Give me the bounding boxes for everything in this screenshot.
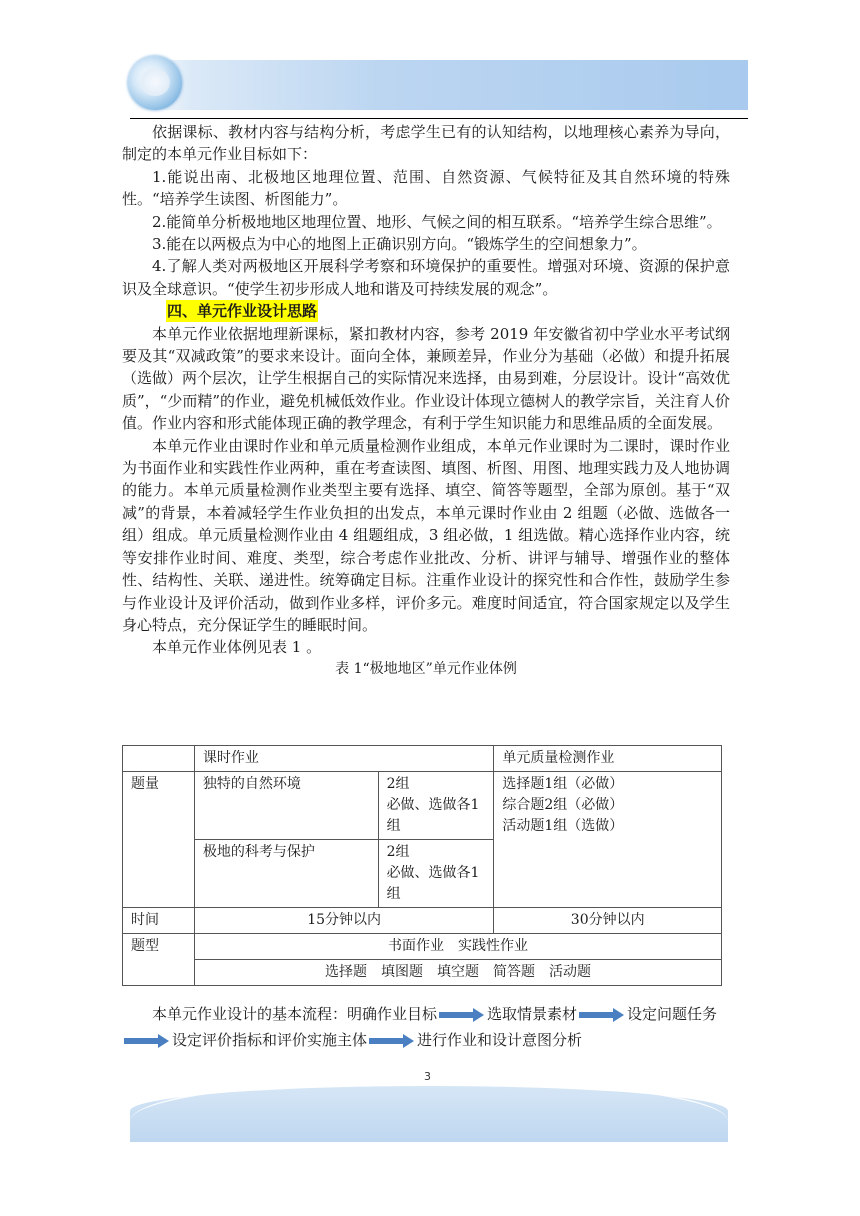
right-arrow-icon	[579, 1007, 625, 1023]
flow-step: 选取情景素材	[487, 1005, 578, 1023]
unit-item: 选择题1组（必做）	[502, 776, 624, 792]
table-row	[123, 772, 722, 840]
globe-land-shape	[140, 68, 170, 96]
lesson-count	[378, 840, 494, 908]
lesson-count-value: 2组	[386, 776, 410, 792]
table-cell	[123, 746, 195, 772]
type-line: 书面作业 实践性作业	[194, 934, 721, 960]
lesson-count-note: 必做、选做各1组	[386, 797, 480, 834]
footer-curve	[130, 1078, 728, 1121]
table-row	[123, 934, 722, 960]
header-rule	[130, 118, 748, 119]
table-header-unit: 单元质量检测作业	[494, 746, 722, 772]
page-number: 3	[424, 1070, 431, 1083]
lesson-name: 独特的自然环境	[194, 772, 378, 840]
flow-step: 设定评价指标和评价实施主体	[172, 1031, 368, 1049]
unit-items	[494, 772, 722, 908]
lesson-count-note: 必做、选做各1组	[386, 865, 480, 902]
lesson-time: 15分钟以内	[194, 908, 493, 934]
objective-2: 2.能简单分析极地地区地理位置、地形、气候之间的相互联系。“培养学生综合思维”。	[152, 212, 722, 231]
table-caption: 表 1“极地地区”单元作业体例	[335, 660, 517, 677]
header-band	[130, 60, 748, 110]
paragraph: 本单元作业体例见表 1 。	[152, 638, 322, 657]
table-row-label: 题量	[123, 772, 195, 908]
table-row	[123, 746, 722, 772]
paragraph: 本单元作业依据地理新课标，紧扣教材内容，参考 2019 年安徽省初中学业水平考试纲要及其“双减政策”的要求来设计。面向全体，兼顾差异，作业分为基础（必做）和提升拓展（选做）两个层次，让学生根据自己的实际情况来选择，由易到难，分层设计。设计“高效优质”，“少而精”的作业，避免机械低效作业。作业设计体现立德树人的教学宗旨，关注育人价值。作业内容和形式能体现正确的教学理念，有利于学生知识能力和思维品质的全面发展。	[122, 324, 731, 433]
type-line: 选择题 填图题 填空题 简答题 活动题	[194, 960, 721, 986]
document-body	[122, 121, 730, 679]
section-heading: 四、单元作业设计思路	[167, 302, 318, 321]
unit-time: 30分钟以内	[494, 908, 722, 934]
right-arrow-icon	[369, 1033, 415, 1049]
objective-1: 1.能说出南、北极地区地理位置、范围、自然资源、气候特征及其自然环境的特殊性。“培养学生读图、析图能力”。	[122, 167, 730, 209]
unit-item: 综合题2组（必做）	[502, 797, 624, 813]
flow-step: 进行作业和设计意图分析	[417, 1031, 583, 1049]
objective-4: 4.了解人类对两极地区开展科学考察和环境保护的重要性。增强对环境、资源的保护意识及全球意识。“使学生初步形成人地和谐及可持续发展的观念”。	[122, 257, 730, 298]
unit-item: 活动题1组（选做）	[502, 818, 624, 834]
table-row	[123, 960, 722, 986]
paragraph: 依据课标、教材内容与结构分析，考虑学生已有的认知结构，以地理核心素养为导向，制定的本单元作业目标如下：	[122, 123, 730, 164]
table-row-label: 题型	[123, 934, 195, 986]
right-arrow-icon	[439, 1007, 485, 1023]
lesson-count-value: 2组	[386, 844, 410, 860]
table-row	[123, 908, 722, 934]
flow-paragraph	[122, 1001, 730, 1053]
flow-step: 设定问题任务	[627, 1005, 718, 1023]
table-header-lesson: 课时作业	[194, 746, 493, 772]
right-arrow-icon	[124, 1033, 170, 1049]
paragraph: 本单元作业由课时作业和单元质量检测作业组成，本单元作业课时为二课时，课时作业为书面作业和实践性作业两种，重在考查读图、填图、析图、用图、地理实践力及人地协调的能力。本单元质量检测作业类型主要有选择、填空、简答等题型，全部为原创。基于“双减”的背景，本着减轻学生作业负担的出发点，本单元课时作业由 2 组题（必做、选做各一组）组成。单元质量检测作业由 4 组题组成，3 组必做，1 组选做。精心选择作业内容，统等安排作业时间、难度、类型，综合考虑作业批改、分析、讲评与辅导、增强作业的整体性、结构性、关联、递进性。统筹确定目标。注重作业设计的探究性和合作性，鼓励学生参与作业设计及评价活动，做到作业多样，评价多元。难度时间适宜，符合国家规定以及学生身心特点，充分保证学生的睡眠时间。	[122, 436, 730, 634]
lesson-name: 极地的科考与保护	[194, 840, 378, 908]
lesson-count	[378, 772, 494, 840]
table-row-label: 时间	[123, 908, 195, 934]
assignment-table	[122, 745, 722, 986]
flow-intro: 本单元作业设计的基本流程：明确作业目标	[152, 1005, 438, 1023]
objective-3: 3.能在以两极点为中心的地图上正确识别方向。“锻炼学生的空间想象力”。	[152, 235, 647, 254]
